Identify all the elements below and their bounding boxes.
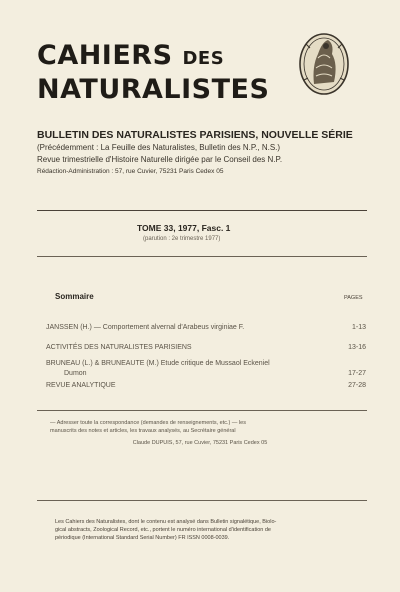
divider-rule — [37, 410, 367, 411]
title-line-2: NATURALISTES — [37, 74, 270, 105]
toc-entry — [46, 381, 370, 391]
toc-entry — [46, 343, 370, 353]
title-small-word: DES — [182, 48, 225, 69]
toc-entry-text: BRUNEAU (L.) & BRUNEAUTE (M.) Etude critique de Mussaol Eckeniel — [46, 360, 270, 367]
footnote-line: périodique (International Standard Serial Number) FR ISSN 0008-0039. — [55, 535, 230, 541]
sommaire-heading: Sommaire — [55, 292, 94, 301]
footnote-line: Les Cahiers des Naturalistes, dont le contenu est analysé dans Bulletin signalétique, Biolo- — [55, 519, 277, 525]
toc-entry-text: Dumon — [64, 370, 87, 377]
toc-entry-text: ACTIVITÉS DES NATURALISTES PARISIENS — [46, 344, 192, 351]
journal-title — [37, 40, 269, 105]
toc-entry-text: REVUE ANALYTIQUE — [46, 382, 116, 389]
toc-entry — [46, 359, 370, 369]
correspondance-line: manuscrits des notes et articles, les travaux analysés, au Secrétaire général — [50, 428, 236, 434]
title-line-1 — [37, 40, 269, 74]
revue-line: Revue trimestrielle d'Histoire Naturelle dirigée par le Conseil des N.P. — [37, 155, 283, 164]
toc-entry — [46, 323, 370, 333]
previous-title-line: (Précédemment : La Feuille des Naturalistes, Bulletin des N.P., N.S.) — [37, 143, 281, 152]
tome-label: TOME 33, 1977, Fasc. 1 — [137, 223, 231, 233]
toc-entry-text: JANSSEN (H.) — Comportement alvernal d'Arabeus virginiae F. — [46, 324, 245, 331]
divider-rule — [37, 210, 367, 211]
toc-entry-page: 17-27 — [348, 370, 366, 377]
pages-column-label: PAGES — [344, 295, 363, 301]
correspondance-address: Claude DUPUIS, 57, rue Cuvier, 75231 Paris Cedex 05 — [132, 440, 268, 446]
divider-rule — [37, 256, 367, 257]
title-main-word: CAHIERS — [37, 40, 173, 71]
seal-emblem-icon — [292, 24, 356, 104]
footnote-line: gical abstracts, Zoological Record, etc., portent le numéro international d'identification de — [55, 527, 271, 533]
correspondance-line: — Adresser toute la correspondance (demandes de renseignements, etc.) — les — [50, 420, 246, 426]
divider-rule — [37, 500, 367, 501]
bulletin-line: BULLETIN DES NATURALISTES PARISIENS, NOUVELLE SÉRIE — [37, 129, 353, 141]
toc-entry-page: 27-28 — [348, 382, 366, 389]
admin-address-line: Rédaction-Administration : 57, rue Cuvier, 75231 Paris Cedex 05 — [37, 168, 224, 175]
toc-entry-continued — [46, 369, 370, 379]
parution-label: (parution : 2e trimestre 1977) — [143, 236, 221, 242]
toc-entry-page: 13-16 — [348, 344, 366, 351]
toc-entry-page: 1-13 — [351, 324, 366, 331]
